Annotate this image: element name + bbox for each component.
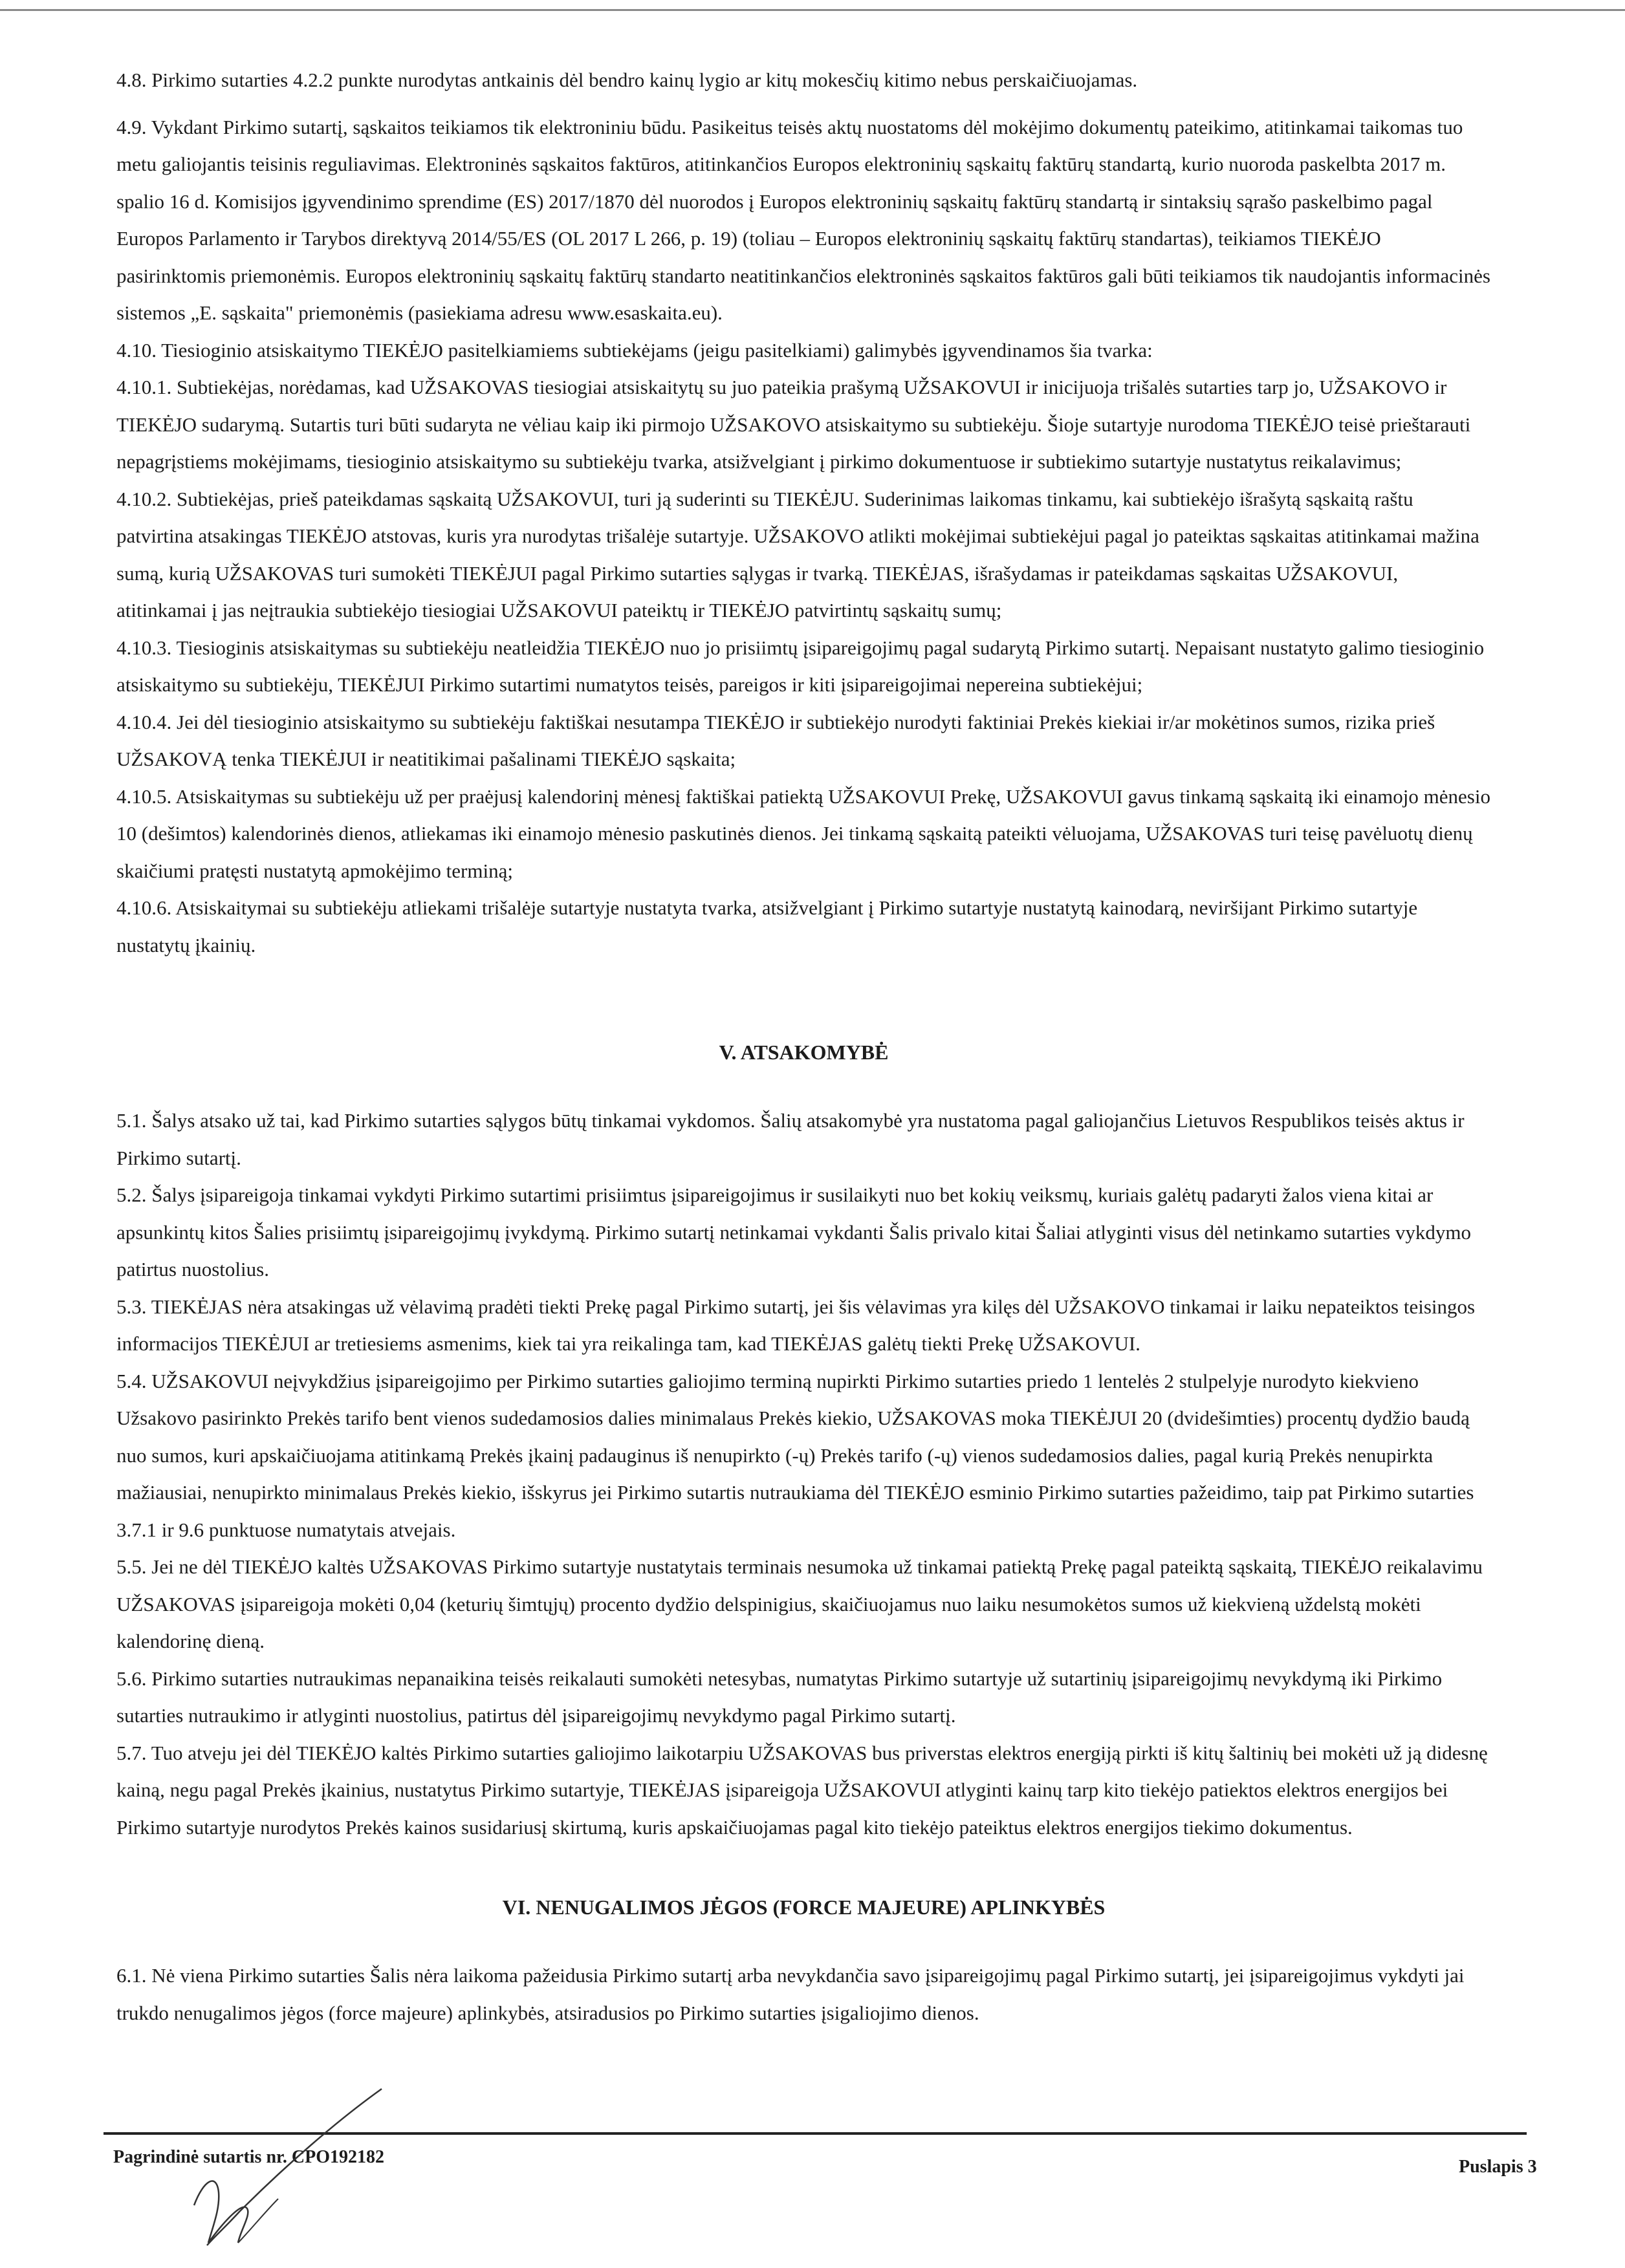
document-body bbox=[116, 61, 1491, 2031]
clause-5-4: 5.4. UŽSAKOVUI neįvykdžius įsipareigojimo per Pirkimo sutarties galiojimo terminą nupirkti Pirkimo sutarties priedo 1 lentelės 2 stulpelyje nurodyto kiekvieno Užsakovo pasirinkto Prekės tarifo bent vienos sudedamosios dalies minimalaus Prekės kiekio, UŽSAKOVAS moka TIEKĖJUI 20 (dvidešimties) procentų dydžio baudą nuo sumos, kuri apskaičiuojama atitinkamą Prekės įkainį padauginus iš nenupirkto (-ų) Prekės tarifo (-ų) vienos sudedamosios dalies, pagal kurią Prekės nenupirkta mažiausiai, nenupirkto minimalaus Prekės kiekio, išskyrus jei Pirkimo sutartis nutraukiama dėl TIEKĖJO esminio Pirkimo sutarties pažeidimo, taip pat Pirkimo sutarties 3.7.1 ir 9.6 punktuose numatytais atvejais. bbox=[116, 1369, 1474, 1541]
clause-5-5: 5.5. Jei ne dėl TIEKĖJO kaltės UŽSAKOVAS Pirkimo sutartyje nustatytais terminais nesumoka už tinkamai patiektą Prekę pagal pateiktą sąskaitą, TIEKĖJO reikalavimu UŽSAKOVAS įsipareigoja mokėti 0,04 (keturių šimtųjų) procento dydžio delspinigius, skaičiuojamus nuo laiku nesumokėtos sumos už kiekvieną uždelstą mokėti kalendorinę dieną. bbox=[116, 1555, 1483, 1652]
clause-6-1: 6.1. Nė viena Pirkimo sutarties Šalis nėra laikoma pažeidusia Pirkimo sutartį arba nevykdančia savo įsipareigojimų pagal Pirkimo sutartį, jei įsipareigojimus vykdyti jai trukdo nenugalimos jėgos (force majeure) aplinkybės, atsiradusios po Pirkimo sutarties įsigaliojimo dienos. bbox=[116, 1964, 1465, 2024]
contract-number: Pagrindinė sutartis nr. CPO192182 bbox=[113, 2147, 384, 2167]
clause-4-10: 4.10. Tiesioginio atsiskaitymo TIEKĖJO pasitelkiamiems subtiekėjams (jeigu pasitelkiami) galimybės įgyvendinamos šia tvarka: bbox=[116, 338, 1153, 362]
clause-5-7: 5.7. Tuo atveju jei dėl TIEKĖJO kaltės Pirkimo sutarties galiojimo laikotarpiu UŽSAKOVAS bus priverstas elektros energiją pirkti iš kitų šaltinių bei mokėti už ją didesnę kainą, negu pagal Prekės įkainius, nustatytus Pirkimo sutartyje, TIEKĖJAS įsipareigoja UŽSAKOVUI atlyginti kainų tarp kito tiekėjo patiektos elektros energijos bei Pirkimo sutartyje nurodytos Prekės kainos susidariusį skirtumą, kuris apskaičiuojamas pagal kito tiekėjo pateiktus elektros energijos tiekimo dokumentus. bbox=[116, 1741, 1488, 1839]
clause-4-10-2: 4.10.2. Subtiekėjas, prieš pateikdamas sąskaitą UŽSAKOVUI, turi ją suderinti su TIEKĖJU. Suderinimas laikomas tinkamu, kai subtiekėjo išrašytą sąskaitą raštu patvirtina atsakingas TIEKĖJO atstovas, kuris yra nurodytas trišalėje sutartyje. UŽSAKOVO atlikti mokėjimai subtiekėjui pagal jo pateiktas sąskaitas atitinkamai mažina sumą, kurią UŽSAKOVAS turi sumokėti TIEKĖJUI pagal Pirkimo sutarties sąlygas ir tvarką. TIEKĖJAS, išrašydamas ir pateikdamas sąskaitas UŽSAKOVUI, atitinkamai į jas neįtraukia subtiekėjo tiesiogiai UŽSAKOVUI pateiktų ir TIEKĖJO patvirtintų sąskaitų sumų; bbox=[116, 487, 1479, 621]
top-rule bbox=[0, 9, 1625, 11]
clause-4-10-3: 4.10.3. Tiesioginis atsiskaitymas su subtiekėju neatleidžia TIEKĖJO nuo jo prisiimtų įsipareigojimų pagal sudarytą Pirkimo sutartį. Nepaisant nustatyto galimo tiesioginio atsiskaitymo su subtiekėju, TIEKĖJUI Pirkimo sutartimi numatytos teisės, pareigos ir kiti įsipareigojimai nepereina subtiekėjui; bbox=[116, 636, 1485, 696]
clause-5-6: 5.6. Pirkimo sutarties nutraukimas nepanaikina teisės reikalauti sumokėti netesybas, numatytas Pirkimo sutartyje už sutartinių įsipareigojimų nevykdymą iki Pirkimo sutarties nutraukimo ir atlyginti nuostolius, patirtus dėl įsipareigojimų nevykdymo pagal Pirkimo sutartį. bbox=[116, 1667, 1443, 1727]
clause-4-8: 4.8. Pirkimo sutarties 4.2.2 punkte nurodytas antkainis dėl bendro kainų lygio ar kitų mokesčių kitimo nebus perskaičiuojamas. bbox=[116, 69, 1138, 91]
clause-5-3: 5.3. TIEKĖJAS nėra atsakingas už vėlavimą pradėti tiekti Prekę pagal Pirkimo sutartį, jei šis vėlavimas yra kilęs dėl UŽSAKOVO tinkamai ir laiku nepateiktos teisingos informacijos TIEKĖJUI ar tretiesiems asmenims, kiek tai yra reikalinga tam, kad TIEKĖJAS galėtų tiekti Prekę UŽSAKOVUI. bbox=[116, 1295, 1476, 1355]
clause-4-10-4: 4.10.4. Jei dėl tiesioginio atsiskaitymo su subtiekėju faktiškai nesutampa TIEKĖJO ir subtiekėjo nurodyti faktiniai Prekės kiekiai ir/ar mokėtinos sumos, rizika prieš UŽSAKOVĄ tenka TIEKĖJUI ir neatitikimai pašalinami TIEKĖJO sąskaita; bbox=[116, 710, 1435, 770]
section-6-title: VI. NENUGALIMOS JĖGOS (FORCE MAJEURE) APLINKYBĖS bbox=[502, 1895, 1106, 1919]
clause-4-9: 4.9. Vykdant Pirkimo sutartį, sąskaitos teikiamos tik elektroniniu būdu. Pasikeitus teisės aktų nuostatoms dėl mokėjimo dokumentų pateikimo, atitinkamai taikomas tuo metu galiojantis teisinis reguliavimas. Elektroninės sąskaitos faktūros, atitinkančios Europos elektroninių sąskaitų faktūrų standartą, kurio nuoroda paskelbta 2017 m. spalio 16 d. Komisijos įgyvendinimo sprendime (ES) 2017/1870 dėl nuorodos į Europos elektroninių sąskaitų faktūrų standartą ir sintaksių sąrašo paskelbimo pagal Europos Parlamento ir Tarybos direktyvą 2014/55/ES (OL 2017 L 266, p. 19) (toliau – Europos elektroninių sąskaitų faktūrų standartas), teikiamos TIEKĖJO pasirinktomis priemonėmis. Europos elektroninių sąskaitų faktūrų standarto neatitinkančios elektroninės sąskaitos faktūros gali būti teikiamos tik naudojantis informacinės sistemos „E. sąskaita" priemonėmis (pasiekiama adresu www.esaskaita.eu). bbox=[116, 115, 1490, 324]
signature-icon bbox=[168, 2076, 414, 2251]
clause-4-10-5: 4.10.5. Atsiskaitymas su subtiekėju už per praėjusį kalendorinį mėnesį faktiškai patiektą UŽSAKOVUI Prekę, UŽSAKOVUI gavus tinkamą sąskaitą iki einamojo mėnesio 10 (dešimtos) kalendorinės dienos, atliekamas iki einamojo mėnesio paskutinės dienos. Jei tinkamą sąskaitą pateikti vėluojama, UŽSAKOVAS turi teisę pavėluotų dienų skaičiumi pratęsti nustatytą apmokėjimo terminą; bbox=[116, 784, 1490, 882]
clause-4-10-1: 4.10.1. Subtiekėjas, norėdamas, kad UŽSAKOVAS tiesiogiai atsiskaitytų su juo pateikia prašymą UŽSAKOVUI ir inicijuoja trišalės sutarties tarp jo, UŽSAKOVO ir TIEKĖJO sudarymą. Sutartis turi būti sudaryta ne vėliau kaip iki pirmojo UŽSAKOVO atsiskaitymo su subtiekėju. Šioje sutartyje nurodoma TIEKĖJO teisė prieštarauti nepagrįstiems mokėjimams, tiesioginio atsiskaitymo su subtiekėju tvarka, atsižvelgiant į pirkimo dokumentuose ir subtiekimo sutartyje nustatytus reikalavimus; bbox=[116, 376, 1471, 473]
clause-5-1: 5.1. Šalys atsako už tai, kad Pirkimo sutarties sąlygos būtų tinkamai vykdomos. Šalių atsakomybė yra nustatoma pagal galiojančius Lietuvos Respublikos teisės aktus ir Pirkimo sutartį. bbox=[116, 1109, 1465, 1169]
clause-4-10-6: 4.10.6. Atsiskaitymai su subtiekėju atliekami trišalėje sutartyje nustatyta tvarka, atsižvelgiant į Pirkimo sutartyje nustatytą kainodarą, neviršijant Pirkimo sutartyje nustatytų įkainių. bbox=[116, 896, 1418, 956]
page-number: Puslapis 3 bbox=[1459, 2157, 1537, 2177]
section-5-title: V. ATSAKOMYBĖ bbox=[719, 1041, 889, 1064]
clause-5-2: 5.2. Šalys įsipareigoja tinkamai vykdyti Pirkimo sutartimi prisiimtus įsipareigojimus ir susilaikyti nuo bet kokių veiksmų, kuriais galėtų padaryti žalos viena kitai ar apsunkintų kitos Šalies prisiimtų įsipareigojimų įvykdymą. Pirkimo sutartį netinkamai vykdanti Šalis privalo kitai Šaliai atlyginti visus dėl netinkamo sutarties vykdymo patirtus nuostolius. bbox=[116, 1183, 1472, 1280]
